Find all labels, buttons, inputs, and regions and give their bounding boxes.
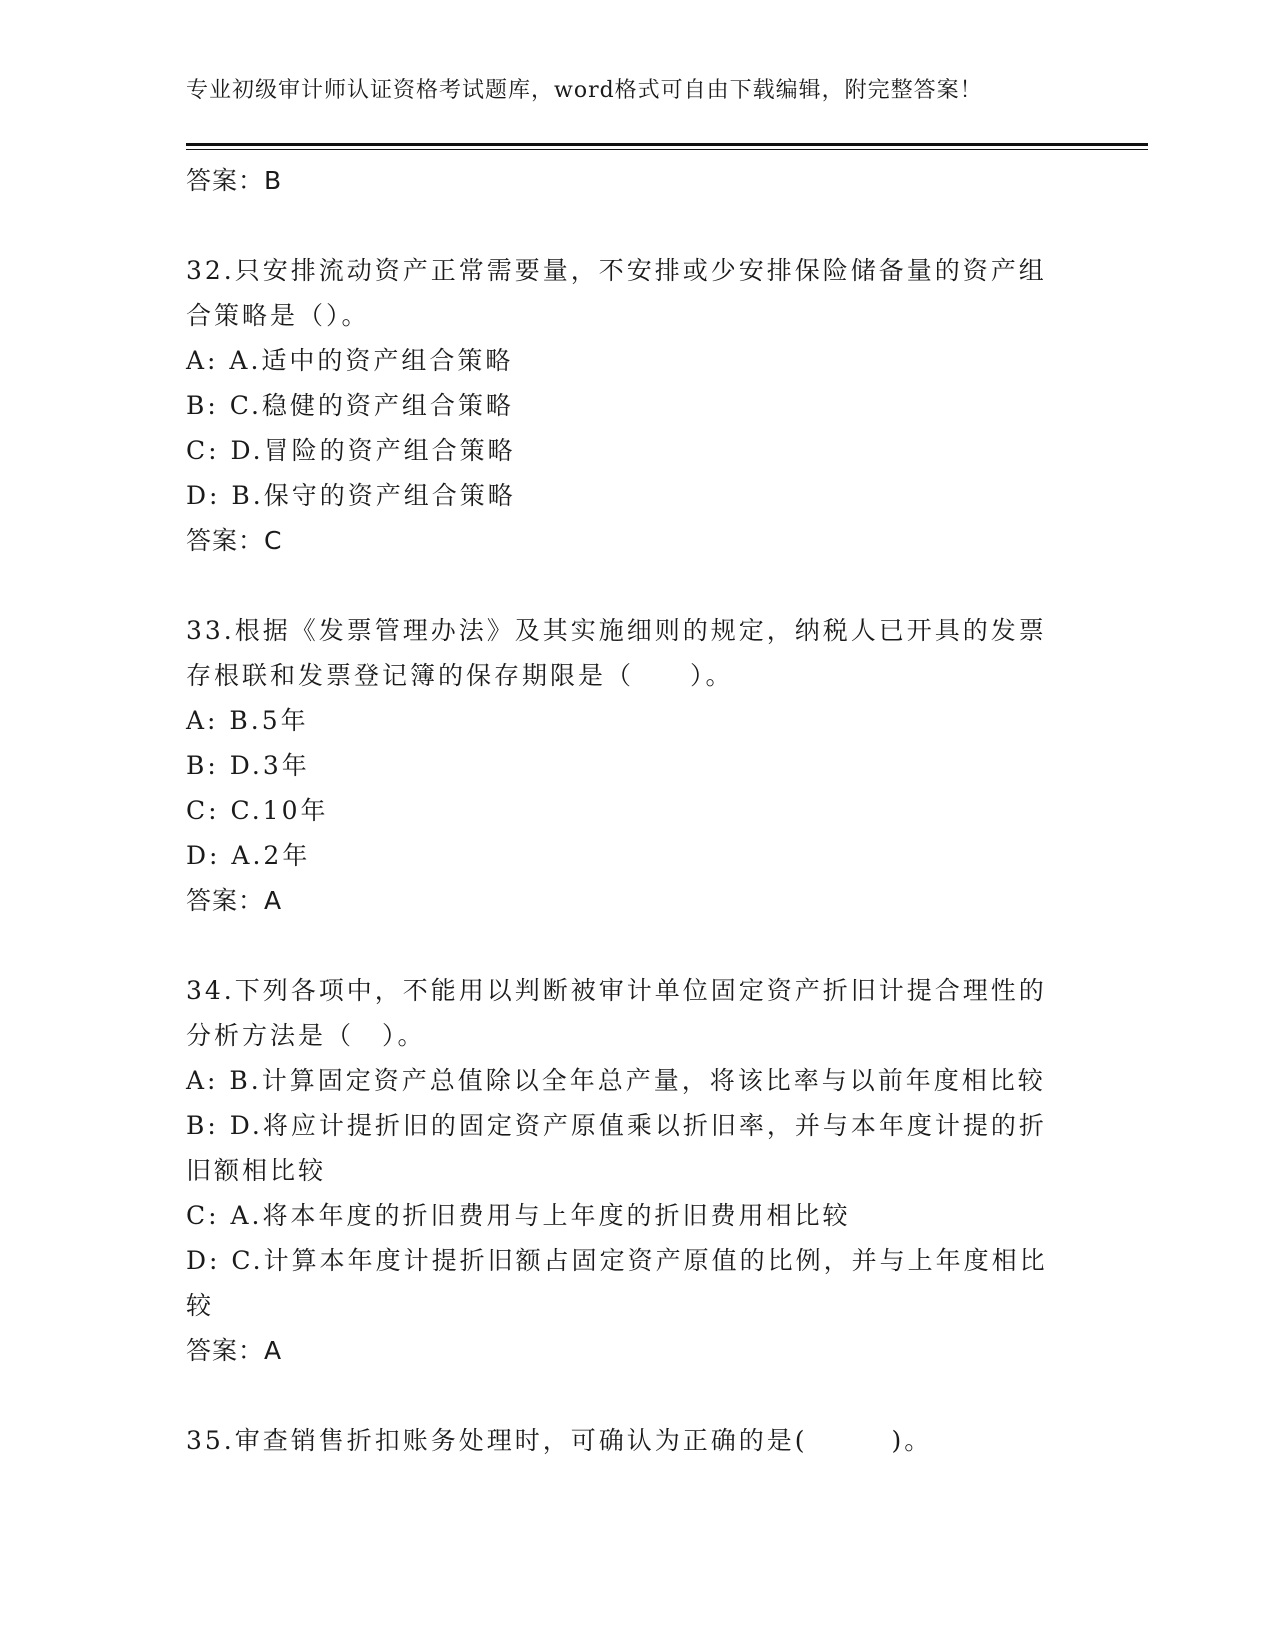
- option-c: C: D.冒险的资产组合策略: [186, 436, 516, 465]
- answer-label: 答案：: [186, 526, 265, 555]
- answer-line: [186, 1328, 1066, 1373]
- answer-value: C: [264, 526, 283, 555]
- answer-value: A: [264, 1336, 283, 1365]
- answer-label: 答案：: [186, 886, 265, 915]
- question-item: [186, 608, 1066, 923]
- answer-line: [186, 158, 1066, 203]
- option-d: D: B.保守的资产组合策略: [186, 481, 516, 510]
- header-rule-thin: [186, 149, 1148, 150]
- answer-line: [186, 518, 1066, 563]
- answer-label: 答案：: [186, 166, 265, 195]
- question-item: [186, 1418, 1066, 1463]
- answer-value: B: [264, 166, 283, 195]
- option-c: C: C.10年: [186, 796, 329, 825]
- option-b: B: D.3年: [186, 751, 310, 780]
- question-item: [186, 968, 1066, 1373]
- question-stem: 32.只安排流动资产正常需要量，不安排或少安排保险储备量的资产组合策略是（）。: [186, 256, 1047, 330]
- answer-line: [186, 878, 1066, 923]
- question-list: [186, 158, 1066, 1463]
- option-d: D: C.计算本年度计提折旧额占固定资产原值的比例，并与上年度相比较: [186, 1246, 1048, 1320]
- question-stem: 33.根据《发票管理办法》及其实施细则的规定，纳税人已开具的发票存根联和发票登记簿的保存期限是（ ）。: [186, 616, 1047, 690]
- option-a: A: B.5年: [186, 706, 309, 735]
- option-b: B: C.稳健的资产组合策略: [186, 391, 514, 420]
- answer-value: A: [264, 886, 283, 915]
- option-a: A: B.计算固定资产总值除以全年总产量，将该比率与以前年度相比较: [186, 1066, 1046, 1095]
- option-c: C: A.将本年度的折旧费用与上年度的折旧费用相比较: [186, 1201, 851, 1230]
- answer-label: 答案：: [186, 1336, 265, 1365]
- header-rule-thick: [186, 143, 1148, 146]
- option-d: D: A.2年: [186, 841, 311, 870]
- page-header: 专业初级审计师认证资格考试题库，word格式可自由下载编辑，附完整答案！: [186, 78, 983, 103]
- option-a: A: A.适中的资产组合策略: [186, 346, 514, 375]
- question-stem: 35.审查销售折扣账务处理时，可确认为正确的是( )。: [186, 1426, 933, 1455]
- question-stem: 34.下列各项中，不能用以判断被审计单位固定资产折旧计提合理性的分析方法是（ ）。: [186, 976, 1047, 1050]
- question-item: [186, 248, 1066, 563]
- option-b: B: D.将应计提折旧的固定资产原值乘以折旧率，并与本年度计提的折旧额相比较: [186, 1111, 1047, 1185]
